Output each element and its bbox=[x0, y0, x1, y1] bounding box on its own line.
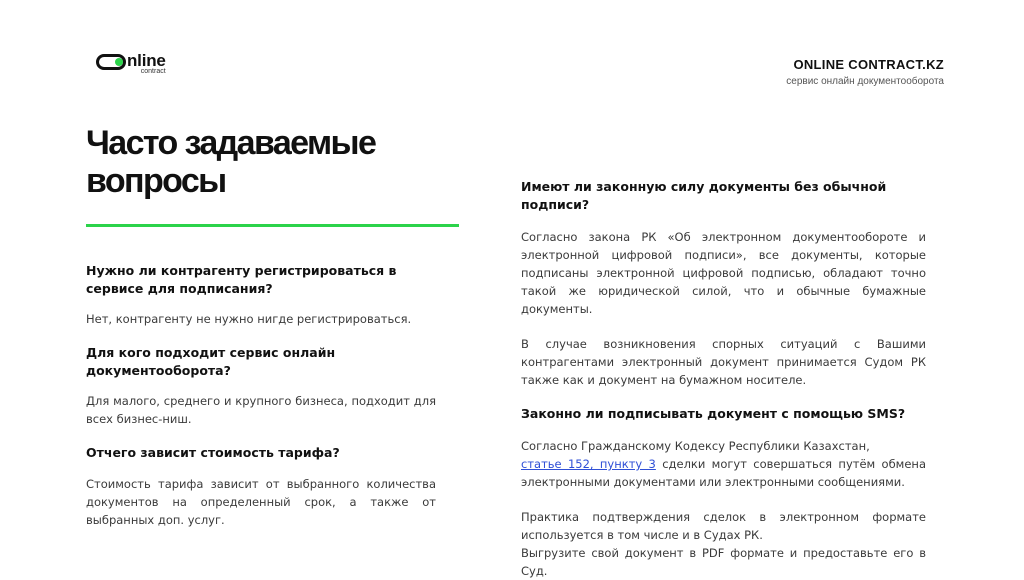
faq-right-column bbox=[521, 178, 926, 580]
brand-title: ONLINE CONTRACT.KZ bbox=[793, 57, 944, 72]
faq-answer-paragraph bbox=[521, 437, 926, 491]
brand-subtitle: сервис онлайн документооборота bbox=[786, 76, 944, 87]
faq-answer-paragraph: Практика подтверждения сделок в электронном формате используется в том числе и в Судах РК. bbox=[521, 510, 926, 542]
brand-header bbox=[786, 57, 944, 87]
faq-left-column bbox=[86, 262, 436, 529]
faq-answer-paragraph: Согласно закона РК «Об электронном документообороте и электронной цифровой подписи», все документы, которые подписаны электронной цифровой подписью, обладают точно такой же юридической силой, что и обычные бумажные документы. bbox=[521, 230, 926, 316]
faq-answer-paragraph: Выгрузите свой документ в PDF формате и предоставьте его в Суд. bbox=[521, 546, 926, 578]
faq-answer: Для малого, среднего и крупного бизнеса, подходит для всех бизнес-ниш. bbox=[86, 394, 436, 426]
faq-question: Для кого подходит сервис онлайн документооборота? bbox=[86, 345, 336, 378]
accent-divider bbox=[86, 224, 459, 227]
logo bbox=[96, 52, 166, 74]
faq-question: Законно ли подписывать документ с помощью SMS? bbox=[521, 406, 906, 421]
logo-subtitle: contract bbox=[140, 68, 166, 75]
answer-text: сделки могут совершаться путём обмена электронными документами или электронными сообщениями. bbox=[521, 457, 926, 489]
faq-answer: Нет, контрагенту не нужно нигде регистрироваться. bbox=[86, 312, 412, 326]
toggle-logo-icon bbox=[96, 54, 126, 70]
page-title: Часто задаваемые вопросы bbox=[86, 124, 376, 200]
answer-text: Согласно Гражданскому Кодексу Республики Казахстан, bbox=[521, 439, 870, 453]
faq-answer-paragraph: В случае возникновения спорных ситуаций с Вашими контрагентами электронный документ принимается Судом РК также как и документ на бумажном носителе. bbox=[521, 337, 926, 387]
faq-question: Нужно ли контрагенту регистрироваться в сервисе для подписания? bbox=[86, 263, 397, 296]
faq-question: Отчего зависит стоимость тарифа? bbox=[86, 445, 340, 460]
logo-word: nline bbox=[127, 51, 166, 70]
faq-question: Имеют ли законную силу документы без обычной подписи? bbox=[521, 179, 887, 212]
law-article-link[interactable]: статье 152, пункту 3 bbox=[521, 457, 656, 471]
faq-answer: Стоимость тарифа зависит от выбранного количества документов на определенный срок, а также от выбранных доп. услуг. bbox=[86, 477, 436, 527]
